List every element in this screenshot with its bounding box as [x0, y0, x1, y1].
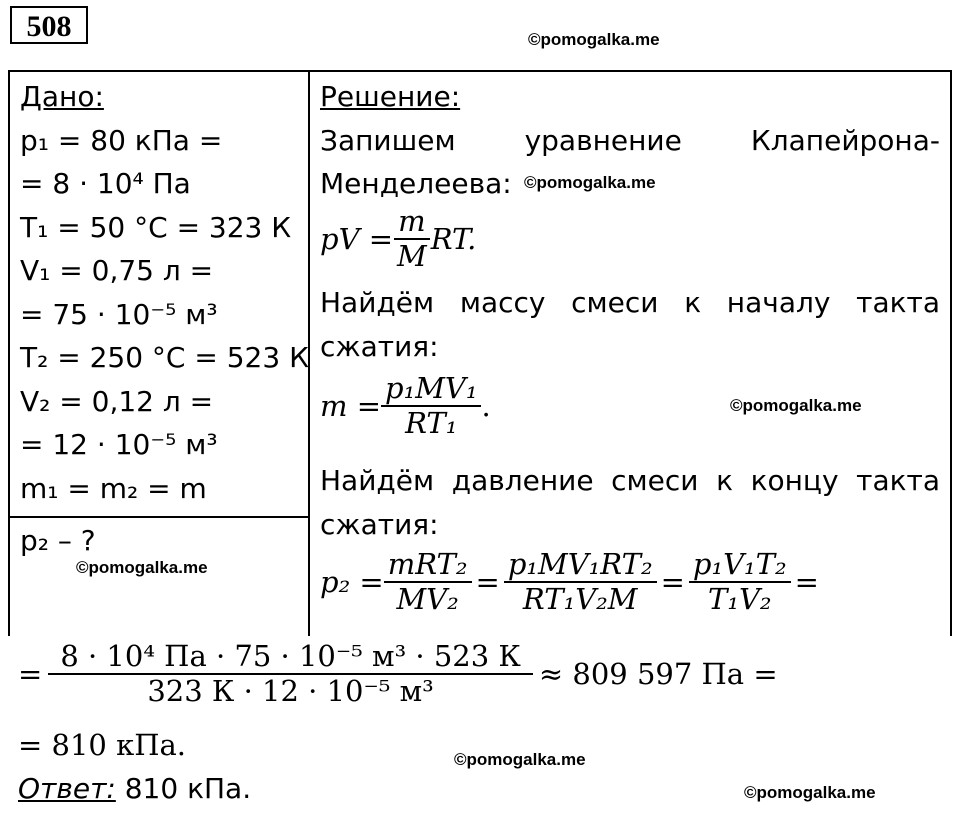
eq1-right: RT.	[430, 222, 477, 257]
solution-text: Найдём давление смеси к концу такта	[320, 464, 940, 497]
calc-final: = 810 кПа.	[18, 728, 187, 762]
given-header: Дано:	[20, 80, 104, 113]
equation-pressure: p₂ = $\frac{\text{mRT₂}}{\text{MV₂}}$ = $\frac{\text{p₁MV₁RT₂}}{\text{RT₁V₂M}}$ = $\frac{\text{p₁V₁T₂}}{\text{T₁V₂}}$ =	[320, 547, 819, 617]
given-line: = 75 · 10⁻⁵ м³	[20, 298, 218, 331]
given-line: p₁ = 80 кПа =	[20, 124, 223, 157]
eq3-fraction-3: $\frac{\text{p₁V₁T₂}}{\text{T₁V₂}}$	[689, 548, 791, 617]
eq1-left: pV =	[320, 222, 394, 257]
solution-header: Решение:	[320, 80, 461, 113]
given-line: V₂ = 0,12 л =	[20, 385, 214, 418]
calc-result: ≈ 809 597 Па =	[538, 657, 778, 692]
numeric-calculation: = $\frac{\text{8 · 10⁴ Па · 75 · 10⁻⁵ м³ · 523 К}}{\text{323 К · 12 · 10⁻⁵ м³}}$ ≈ 809 597 Па =	[18, 639, 778, 709]
answer-label: Ответ:	[18, 772, 116, 805]
watermark: ©pomogalka.me	[744, 783, 876, 802]
given-line: T₂ = 250 °C = 523 К	[20, 341, 309, 374]
answer	[18, 772, 251, 805]
given-line: T₁ = 50 °C = 323 К	[20, 211, 292, 244]
equation-clapeyron	[320, 205, 476, 274]
eq3-fraction-2: $\frac{\text{p₁MV₁RT₂}}{\text{RT₁V₂M}}$	[504, 548, 657, 617]
solution-text: сжатия:	[320, 330, 439, 363]
eq2-fraction: $\frac{\text{p₁MV₁}}{\text{RT₁}}$	[381, 372, 481, 441]
watermark: ©pomogalka.me	[76, 558, 208, 577]
watermark: ©pomogalka.me	[730, 396, 862, 415]
given-divider	[8, 516, 310, 518]
find-quantity: p₂ – ?	[20, 524, 96, 557]
eq3-fraction-1: $\frac{\text{mRT₂}}{\text{MV₂}}$	[384, 548, 472, 617]
watermark: ©pomogalka.me	[528, 30, 660, 49]
given-line: m₁ = m₂ = m	[20, 472, 207, 505]
watermark: ©pomogalka.me	[524, 173, 656, 192]
given-line: V₁ = 0,75 л =	[20, 254, 214, 287]
solution-text: Запишем уравнение Клапейрона-	[320, 124, 940, 157]
watermark: ©pomogalka.me	[454, 750, 586, 769]
given-line: = 12 · 10⁻⁵ м³	[20, 428, 218, 461]
given-line: = 8 · 10⁴ Па	[20, 167, 191, 200]
calc-fraction: $\frac{\text{8 · 10⁴ Па · 75 · 10⁻⁵ м³ · 523 К}}{\text{323 К · 12 · 10⁻⁵ м³}}$	[48, 640, 533, 709]
problem-number: 508	[10, 6, 88, 44]
eq1-fraction: $\frac{m}{M}$	[393, 205, 431, 274]
equation-mass: m = $\frac{\text{p₁MV₁}}{\text{RT₁}}$ .	[320, 371, 491, 441]
solution-text: Менделеева:	[320, 167, 512, 200]
answer-value: 810 кПа.	[124, 772, 252, 805]
solution-text: сжатия:	[320, 508, 439, 541]
solution-text: Найдём массу смеси к началу такта	[320, 286, 940, 319]
